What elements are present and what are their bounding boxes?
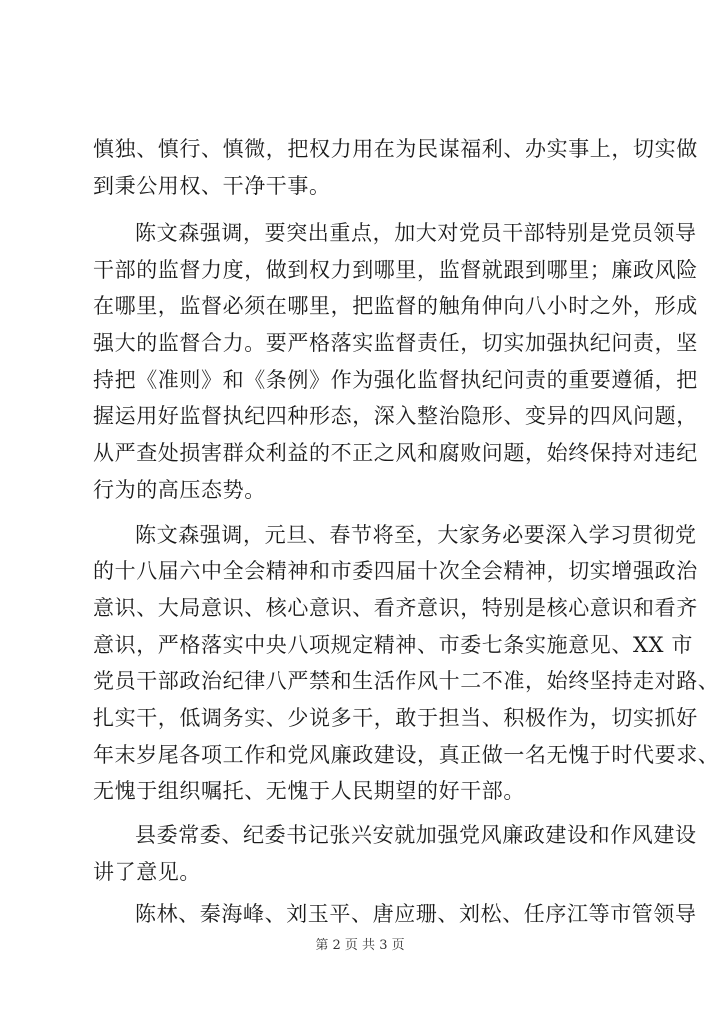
text-line: 讲了意见。 [93,860,201,884]
text-line: 持把《准则》和《条例》作为强化监督执纪问责的重要遵循，把 [93,368,698,392]
text-line: 党员干部政治纪律八严禁和生活作风十二不准，始终坚持走对路、 [93,669,720,693]
text-line: 行为的高压态势。 [93,478,266,502]
text-line: 握运用好监督执纪四种形态，深入整治隐形、变异的四风问题， [93,404,698,428]
text-line: 在哪里，监督必须在哪里，把监督的触角伸向八小时之外，形成 [93,294,698,318]
text-line: 的十八届六中全会精神和市委四届十次全会精神，切实增强政治 [93,559,698,583]
paragraph-start-line: 陈文森强调，要突出重点，加大对党员干部特别是党员领导 [135,221,697,245]
text-line: 慎独、慎行、慎微，把权力用在为民谋福利、办实事上，切实做 [93,137,698,161]
text-line: 到秉公用权、干净干事。 [93,174,331,198]
text-line: 干部的监督力度，做到权力到哪里，监督就跟到哪里；廉政风险 [93,258,698,282]
text-line: 强大的监督合力。要严格落实监督责任，切实加强执纪问责，坚 [93,331,698,355]
page-footer: 第 2 页 共 3 页 [315,938,405,953]
paragraph-start-line: 县委常委、纪委书记张兴安就加强党风廉政建设和作风建设 [135,823,697,847]
text-line: 意识，严格落实中央八项规定精神、市委七条实施意见、XX 市 [93,633,693,657]
paragraph-start-line: 陈林、秦海峰、刘玉平、唐应珊、刘松、任序江等市管领导 [135,902,697,926]
text-line: 扎实干，低调务实、少说多干，敢于担当、积极作为，切实抓好 [93,706,698,730]
text-line: 意识、大局意识、核心意识、看齐意识，特别是核心意识和看齐 [93,596,698,620]
text-line: 年末岁尾各项工作和党风廉政建设，真正做一名无愧于时代要求、 [93,743,720,767]
paragraph-start-line: 陈文森强调，元旦、春节将至，大家务必要深入学习贯彻党 [135,523,697,547]
text-line: 从严查处损害群众利益的不正之风和腐败问题，始终保持对违纪 [93,441,698,465]
text-line: 无愧于组织嘱托、无愧于人民期望的好干部。 [93,779,525,803]
